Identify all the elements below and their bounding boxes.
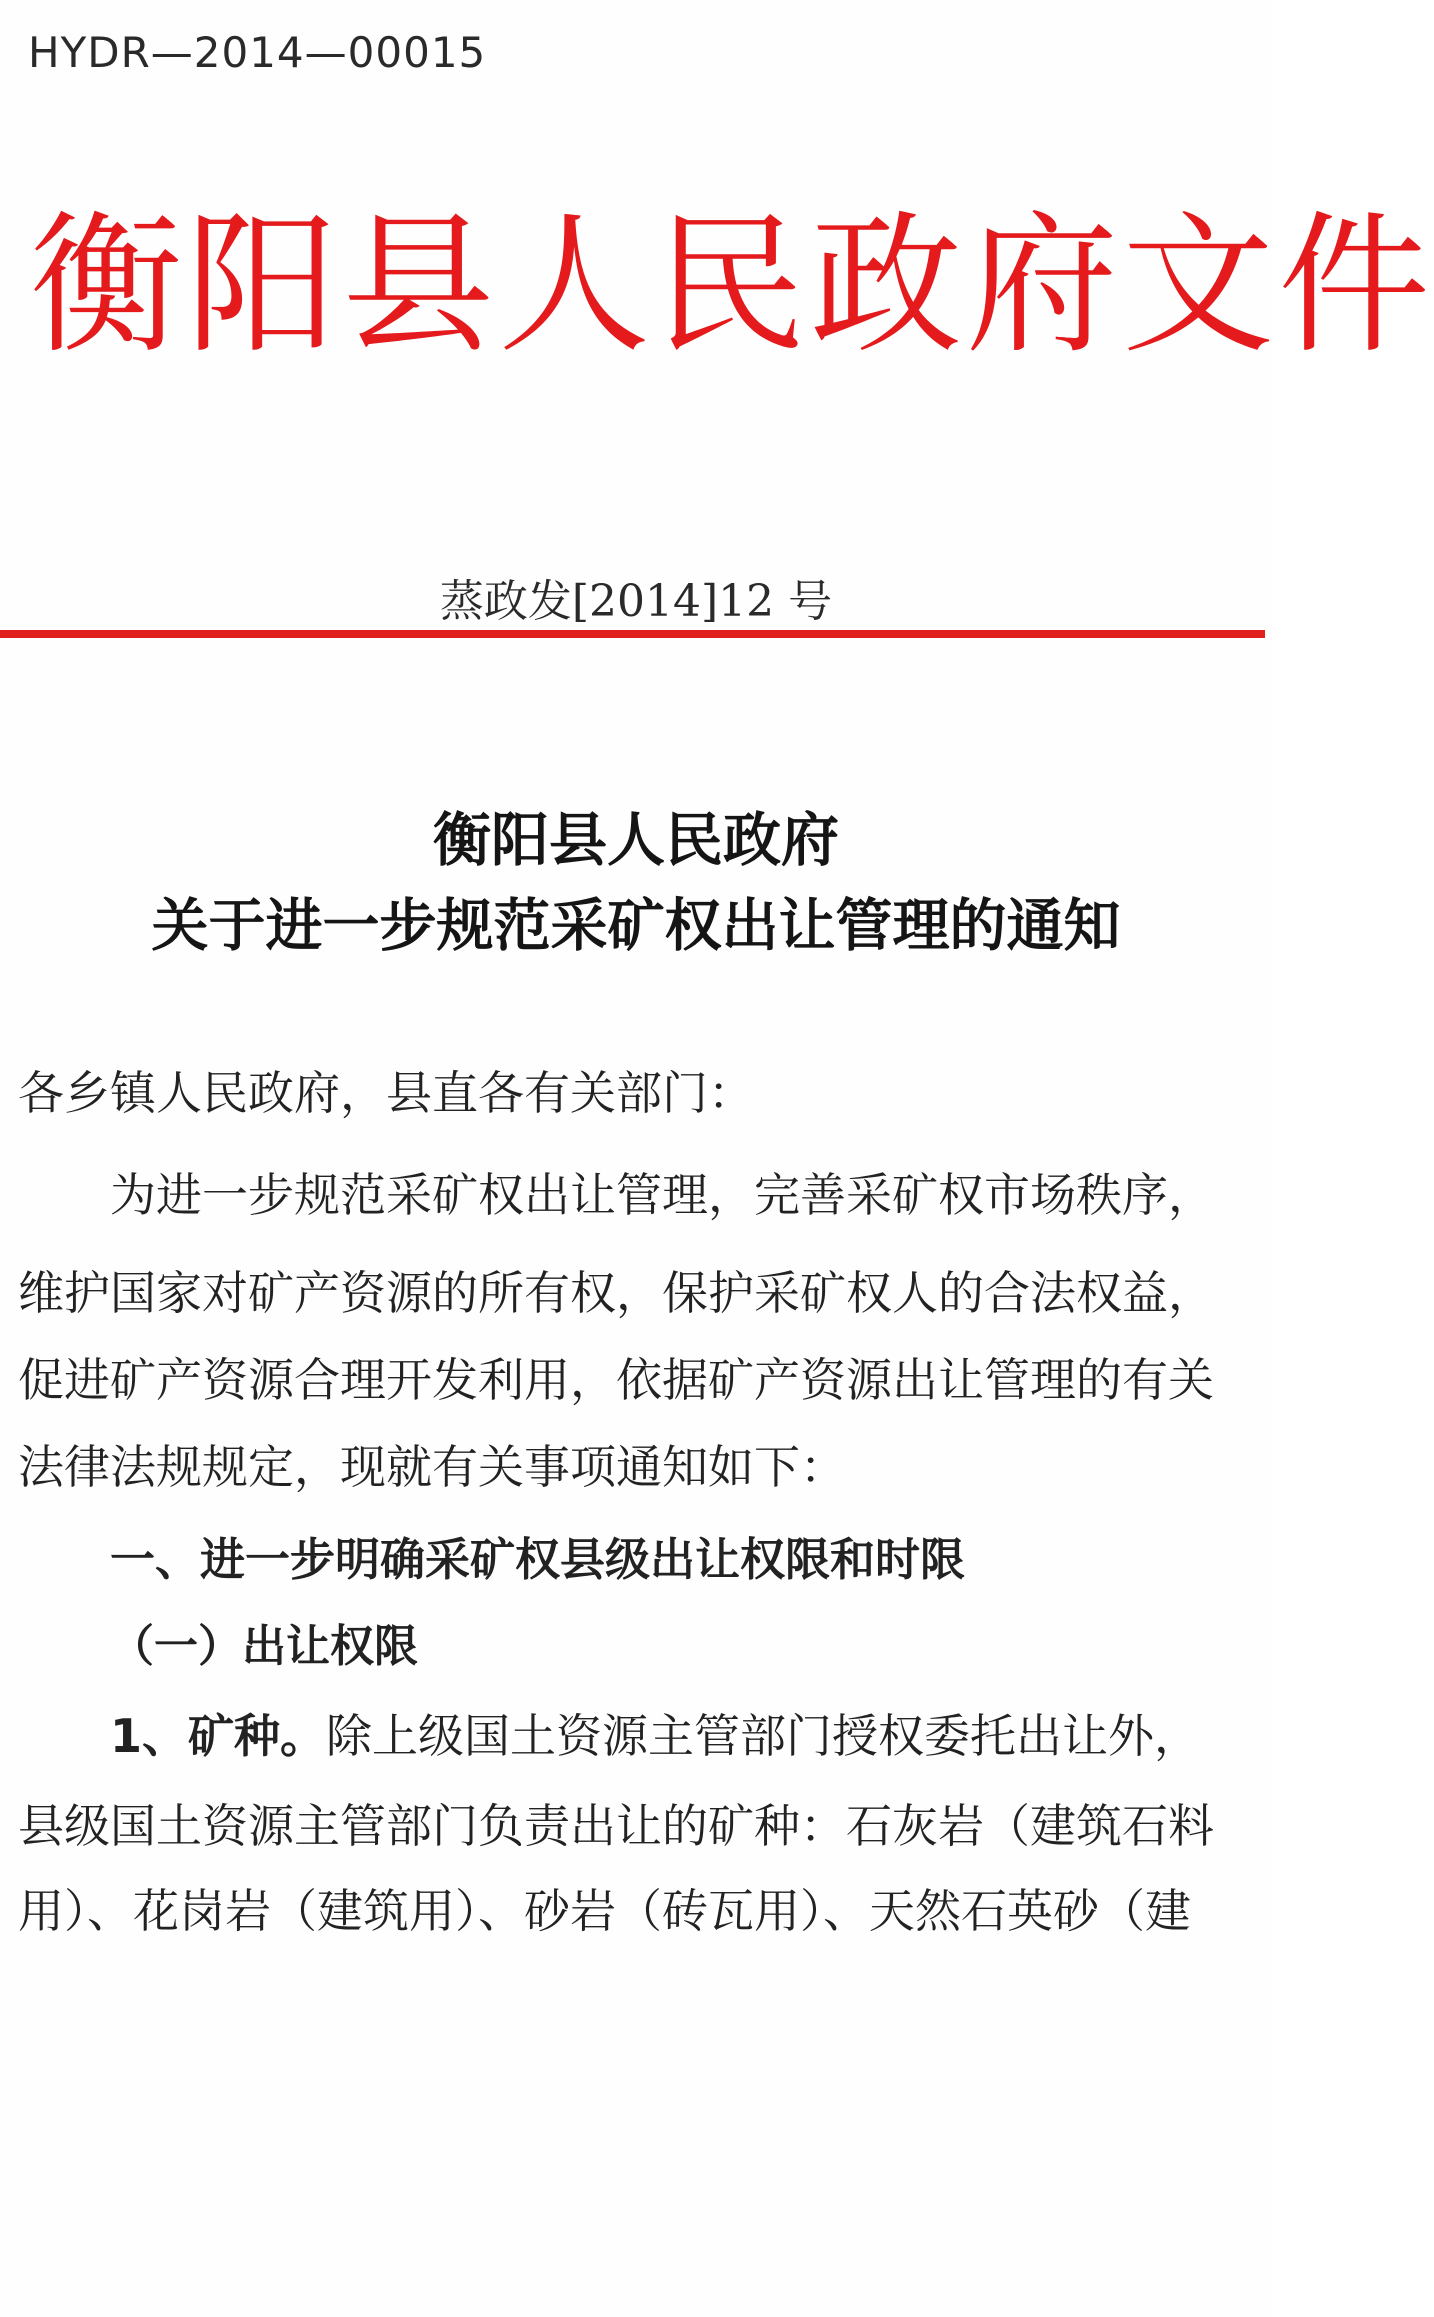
item-lead: 1、矿种。 — [110, 1709, 327, 1763]
paragraph-line: 为进一步规范采矿权出让管理，完善采矿权市场秩序， — [110, 1168, 1214, 1222]
paragraph-line: 维护国家对矿产资源的所有权，保护采矿权人的合法权益， — [18, 1266, 1214, 1320]
item-paragraph-line: 县级国土资源主管部门负责出让的矿种：石灰岩（建筑石料 — [18, 1799, 1214, 1853]
paragraph-line: 促进矿产资源合理开发利用，依据矿产资源出让管理的有关 — [18, 1353, 1214, 1407]
salutation: 各乡镇人民政府，县直各有关部门： — [18, 1066, 754, 1120]
subsection-heading: （一）出让权限 — [110, 1621, 418, 1672]
item-paragraph-line — [110, 1709, 1325, 1763]
item-text: 除上级国土资源主管部门授权委托出让外， — [326, 1709, 1201, 1763]
document-number: 蒸政发[2014]12 号 — [439, 576, 833, 627]
section-heading: 一、进一步明确采矿权县级出让权限和时限 — [110, 1533, 966, 1586]
masthead-title: 衡阳县人民政府文件 — [30, 197, 1434, 374]
document-id: HYDR—2014—00015 — [28, 28, 487, 77]
item-paragraph-line: 用）、花岗岩（建筑用）、砂岩（砖瓦用）、天然石英砂（建 — [18, 1884, 1191, 1938]
notice-title-issuer: 衡阳县人民政府 — [432, 806, 839, 874]
notice-title-subject: 关于进一步规范采矿权出让管理的通知 — [151, 892, 1121, 959]
red-divider-rule — [0, 630, 1265, 638]
paragraph-line: 法律法规规定，现就有关事项通知如下： — [18, 1440, 846, 1494]
